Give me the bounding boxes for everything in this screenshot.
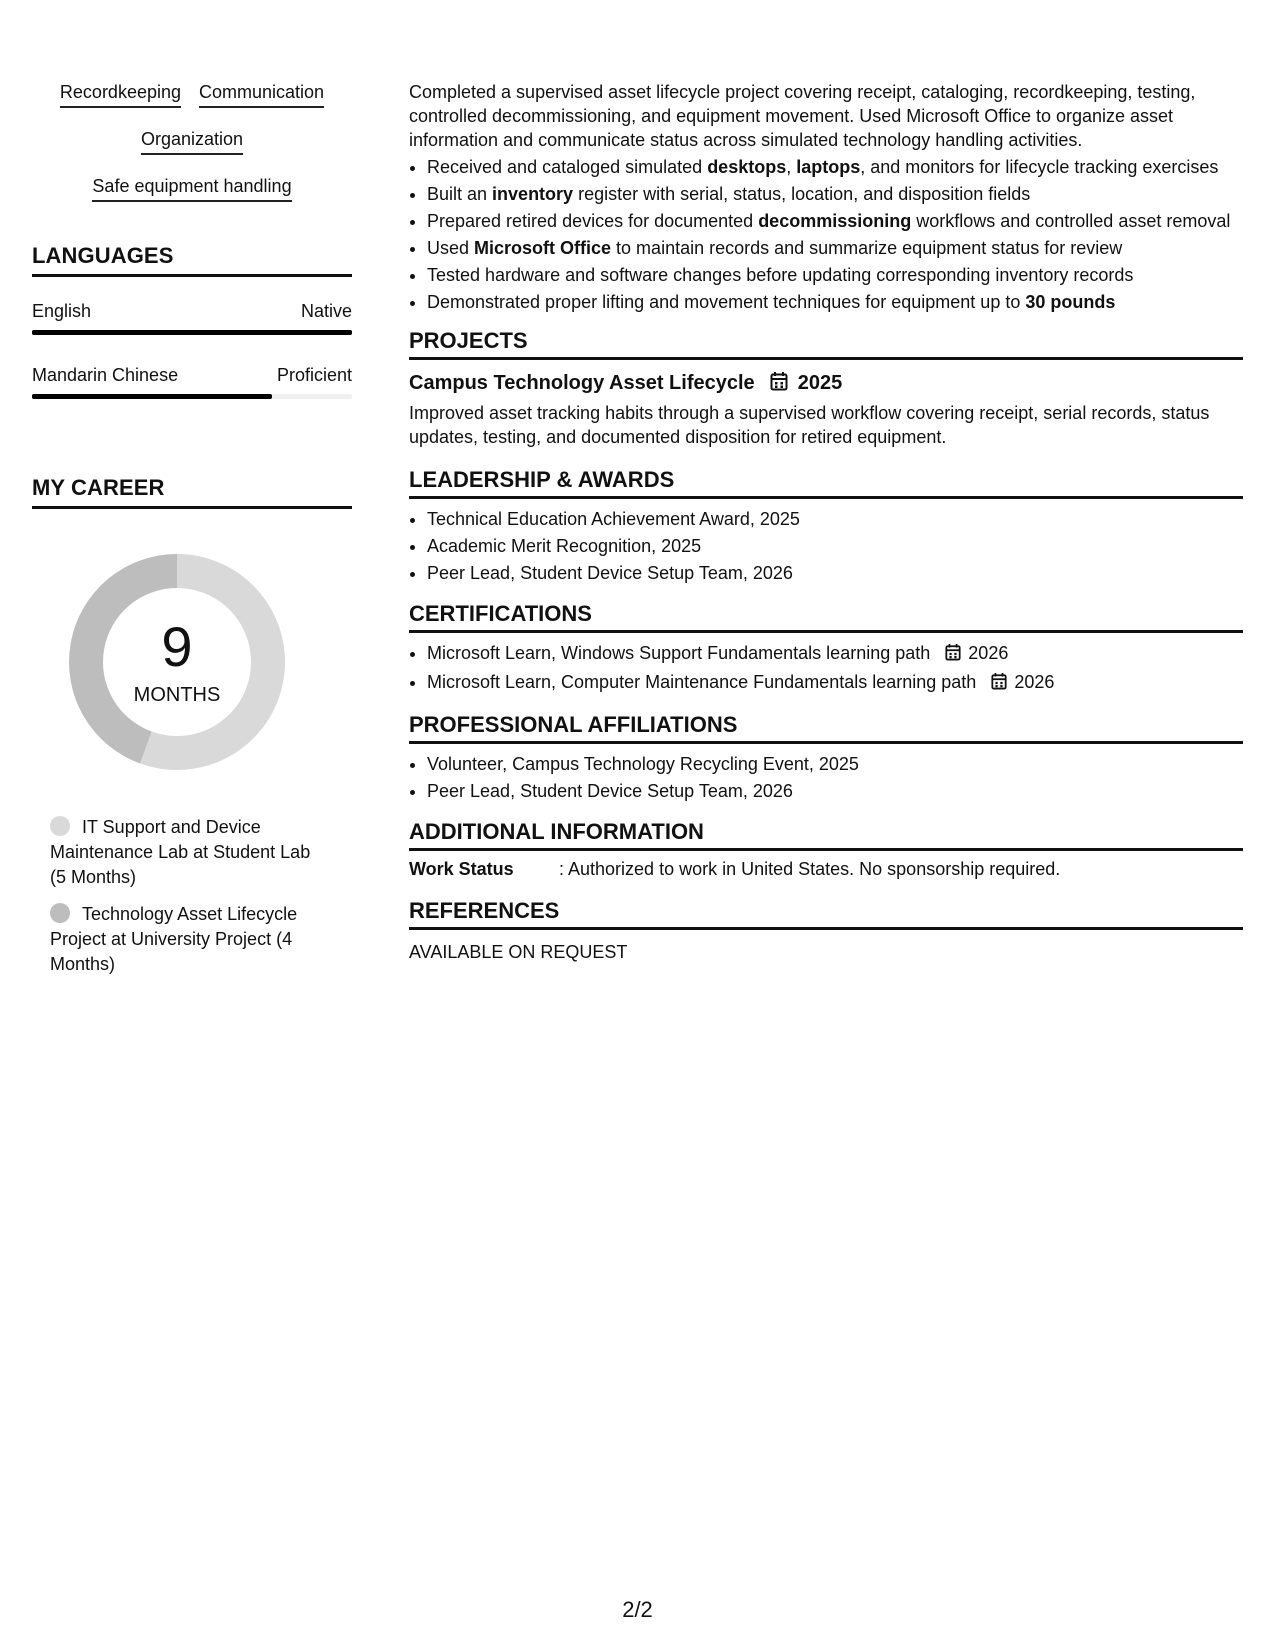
affiliations-heading: PROFESSIONAL AFFILIATIONS — [409, 712, 1243, 744]
certification-name: Microsoft Learn, Computer Maintenance Fundamentals learning path — [427, 672, 977, 692]
bullet-text: register with serial, status, location, and disposition fields — [573, 184, 1031, 204]
language-bar-fill — [32, 330, 352, 335]
bullet-text: Built an — [427, 184, 493, 204]
project-description: Improved asset tracking habits through a supervised workflow covering receipt, serial records, status updates, testing, and documented disposition for retired equipment. — [409, 403, 1210, 447]
experience-bullet — [427, 263, 1243, 287]
references-heading: REFERENCES — [409, 898, 1243, 930]
legend-dot — [50, 816, 70, 836]
language-row — [32, 365, 352, 386]
experience-bullet — [427, 155, 1243, 179]
legend-item — [50, 815, 330, 890]
experience-intro: Completed a supervised asset lifecycle project covering receipt, cataloging, recordkeeping, testing, controlled decommissioning, and equipment movement. Used Microsoft Office to organize asset information and communicate status across simulated technology handling activities. — [409, 82, 1196, 150]
bullet-text: Used — [427, 238, 475, 258]
awards-heading: LEADERSHIP & AWARDS — [409, 467, 1243, 499]
bullet-keyword: decommissioning — [758, 211, 912, 231]
career-total-number: 9 — [161, 615, 193, 678]
skill-tag: Safe equipment handling — [92, 174, 291, 202]
career-legend — [32, 815, 352, 977]
bullet-keyword: desktops — [707, 157, 787, 177]
right-column — [409, 80, 1243, 964]
languages-section — [32, 243, 352, 399]
skill-tag: Communication — [199, 80, 324, 108]
language-bar — [32, 330, 352, 335]
skill-tag: Recordkeeping — [60, 80, 181, 108]
bullet-keyword: laptops — [796, 157, 861, 177]
skills-section — [32, 80, 352, 202]
award-item: • Peer Lead, Student Device Setup Team, 2026 — [427, 561, 1243, 585]
certifications-list — [409, 641, 1243, 696]
work-status-row — [409, 859, 1243, 880]
certification-year: 2026 — [1014, 672, 1055, 692]
certification-item — [427, 670, 1243, 696]
bullet-text: Tested hardware and software changes before updating corresponding inventory records — [427, 265, 1134, 285]
affiliations-list — [409, 752, 1243, 803]
affiliation-item: • Peer Lead, Student Device Setup Team, 2026 — [427, 779, 1243, 803]
skill-tag: Organization — [141, 127, 243, 155]
references-text: AVAILABLE ON REQUEST — [409, 942, 628, 962]
career-section — [32, 475, 352, 977]
experience-bullet — [427, 209, 1243, 233]
work-status-label: Work Status — [409, 859, 514, 879]
project-title-line — [409, 370, 1243, 398]
bullet-text: Demonstrated proper lifting and movement techniques for equipment up to — [427, 292, 1026, 312]
language-name: Mandarin Chinese — [32, 365, 179, 385]
legend-label: IT Support and Device Maintenance Lab at Student Lab (5 Months) — [50, 817, 311, 887]
certifications-heading: CERTIFICATIONS — [409, 601, 1243, 633]
bullet-keyword: 30 pounds — [1025, 292, 1116, 312]
certification-year: 2026 — [968, 643, 1009, 663]
affiliation-item: • Volunteer, Campus Technology Recycling Event, 2025 — [427, 752, 1243, 776]
language-bar — [32, 394, 352, 399]
project-title: Campus Technology Asset Lifecycle — [409, 372, 755, 394]
award-item: • Technical Education Achievement Award, 2025 — [427, 507, 1243, 531]
language-level: Native — [300, 301, 352, 321]
career-donut-chart — [64, 549, 294, 779]
projects-heading: PROJECTS — [409, 328, 1243, 360]
bullet-text: Received and cataloged simulated — [427, 157, 708, 177]
languages-heading: LANGUAGES — [32, 243, 352, 277]
additional-info-heading: ADDITIONAL INFORMATION — [409, 819, 1243, 851]
awards-list — [409, 507, 1243, 585]
legend-label: Technology Asset Lifecycle Project at University Project (4 Months) — [50, 904, 298, 974]
language-bar-fill — [32, 394, 272, 399]
project-year: 2025 — [797, 372, 843, 394]
bullet-keyword: inventory — [492, 184, 574, 204]
bullet-text: workflows and controlled asset removal — [911, 211, 1231, 231]
language-level: Proficient — [276, 365, 352, 385]
language-row — [32, 301, 352, 322]
calendar-icon — [945, 643, 961, 667]
bullet-text: , and monitors for lifecycle tracking exercises — [860, 157, 1219, 177]
certification-item — [427, 641, 1243, 667]
bullet-text: to maintain records and summarize equipment status for review — [611, 238, 1123, 258]
legend-item — [50, 902, 330, 977]
work-status-value: : Authorized to work in United States. No sponsorship required. — [559, 859, 1061, 879]
page-number: 2/2 — [622, 1597, 653, 1622]
calendar-icon — [991, 672, 1007, 696]
experience-bullet — [427, 290, 1243, 314]
legend-dot — [50, 903, 70, 923]
bullet-text: , — [786, 157, 797, 177]
language-name: English — [32, 301, 92, 321]
career-heading: MY CAREER — [32, 475, 352, 509]
award-item: • Academic Merit Recognition, 2025 — [427, 534, 1243, 558]
bullet-text: Prepared retired devices for documented — [427, 211, 759, 231]
calendar-icon — [770, 371, 788, 398]
bullet-keyword: Microsoft Office — [474, 238, 612, 258]
experience-bullet — [427, 182, 1243, 206]
experience-bullet — [427, 236, 1243, 260]
left-column — [32, 80, 352, 989]
career-total-unit: MONTHS — [133, 684, 221, 706]
certification-name: Microsoft Learn, Windows Support Fundamentals learning path — [427, 643, 931, 663]
experience-bullets — [409, 155, 1243, 314]
